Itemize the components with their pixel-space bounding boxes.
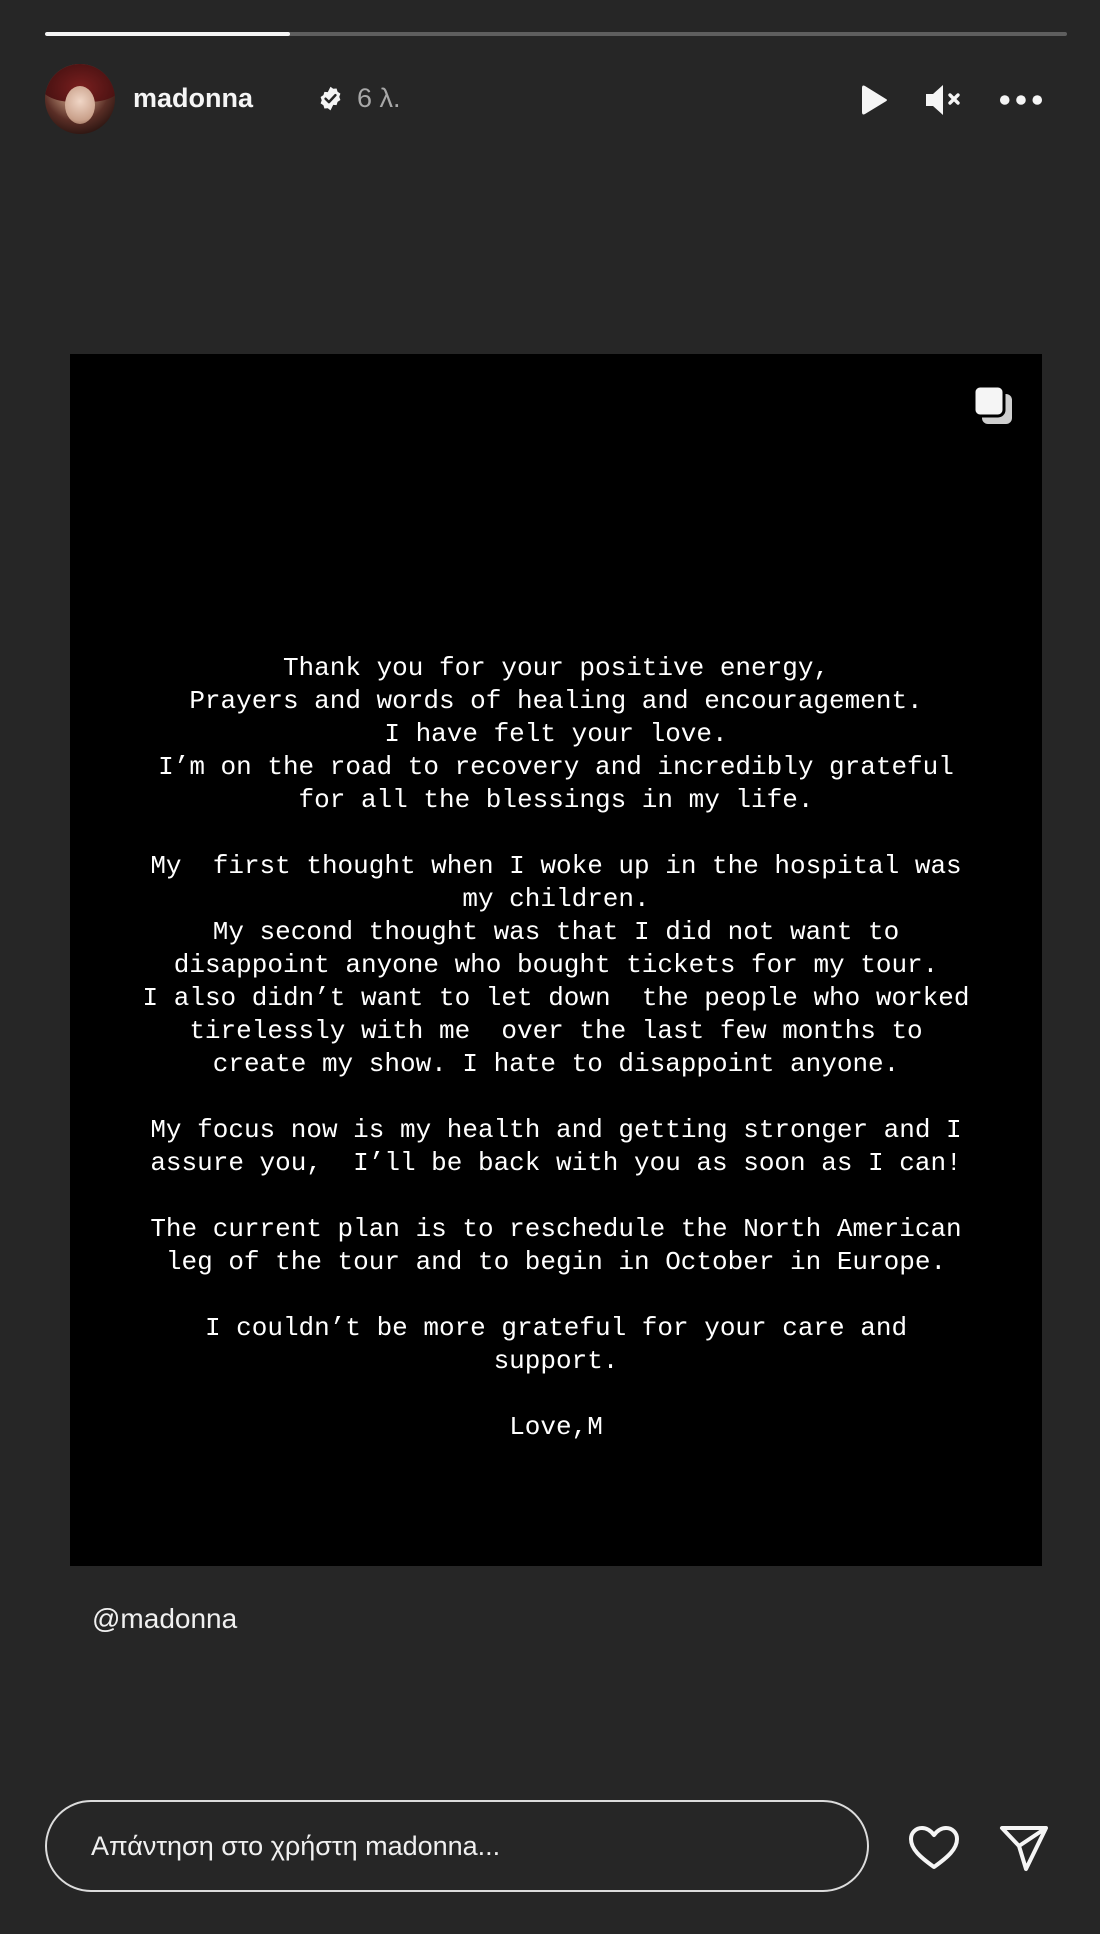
post-text-line: I’m on the road to recovery and incredibly grateful xyxy=(158,752,954,782)
verified-badge-icon xyxy=(317,85,344,112)
reply-input[interactable] xyxy=(45,1800,869,1892)
post-text-line: My second thought was that I did not want to xyxy=(212,917,900,947)
post-text-line: The current plan is to reschedule the North American xyxy=(150,1214,962,1244)
post-text-line: tirelessly with me over the last few months to xyxy=(189,1016,923,1046)
username-link[interactable]: madonna xyxy=(133,83,254,113)
post-text-line: leg of the tour and to begin in October in Europe. xyxy=(165,1247,947,1277)
mention-sticker[interactable]: @madonna xyxy=(92,1603,238,1634)
story-progress-bar xyxy=(45,32,1067,36)
post-text-line: Love,M xyxy=(509,1412,603,1442)
share-button[interactable] xyxy=(996,1820,1052,1876)
story-header xyxy=(45,64,1067,136)
more-options-button[interactable] xyxy=(999,78,1043,122)
play-icon xyxy=(860,83,890,117)
shared-post[interactable] xyxy=(70,354,1042,1566)
like-button[interactable] xyxy=(906,1820,962,1876)
post-paragraph-gap xyxy=(70,817,1042,850)
post-text-line: my children. xyxy=(462,884,650,914)
story-timestamp: 6 λ. xyxy=(357,83,401,113)
post-paragraph-gap xyxy=(70,1180,1042,1213)
post-paragraph-gap xyxy=(70,1279,1042,1312)
mute-button[interactable] xyxy=(921,78,965,122)
post-message xyxy=(70,652,1042,1444)
send-icon xyxy=(999,1824,1049,1872)
story-progress-fill xyxy=(45,32,290,36)
more-options-icon xyxy=(999,94,1043,106)
post-text-line: Thank you for your positive energy, xyxy=(282,653,830,683)
post-text-line: Prayers and words of healing and encouragement. xyxy=(189,686,923,716)
post-text-line: I couldn’t be more grateful for your care and xyxy=(204,1313,908,1343)
post-text-line: I also didn’t want to let down the people who worked xyxy=(142,983,970,1013)
post-text-line: for all the blessings in my life. xyxy=(298,785,814,815)
multiple-images-icon xyxy=(972,384,1014,426)
play-button[interactable] xyxy=(853,78,897,122)
post-paragraph-gap xyxy=(70,1378,1042,1411)
post-paragraph-gap xyxy=(70,1081,1042,1114)
post-text-line: assure you, I’ll be back with you as soon as I can! xyxy=(150,1148,962,1178)
post-text-line: create my show. I hate to disappoint anyone. xyxy=(212,1049,900,1079)
post-text-line: support. xyxy=(493,1346,619,1376)
muted-speaker-icon xyxy=(923,82,963,118)
avatar-face xyxy=(65,86,95,124)
post-text-line: I have felt your love. xyxy=(384,719,728,749)
post-text-line: disappoint anyone who bought tickets for my tour. xyxy=(173,950,939,980)
post-text-line: My focus now is my health and getting stronger and I xyxy=(150,1115,962,1145)
profile-avatar[interactable] xyxy=(45,64,115,134)
heart-icon xyxy=(908,1825,960,1871)
post-text-line: My first thought when I woke up in the hospital was xyxy=(150,851,962,881)
